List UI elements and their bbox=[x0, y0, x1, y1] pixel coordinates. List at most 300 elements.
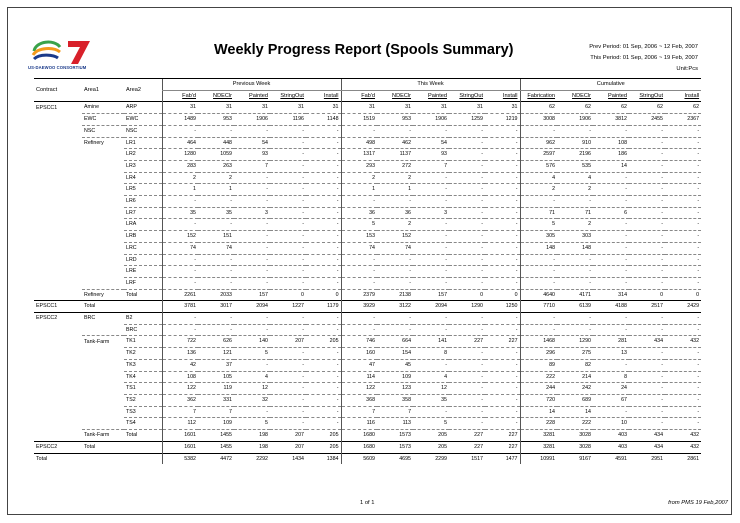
cell-value: 67 bbox=[593, 394, 629, 406]
cell-value: - bbox=[520, 254, 557, 266]
cell-value: - bbox=[306, 418, 341, 430]
cell-value: - bbox=[377, 196, 413, 208]
cell-value: - bbox=[234, 313, 270, 325]
cell-value: - bbox=[270, 207, 306, 219]
cell-value: - bbox=[306, 242, 341, 254]
cell-area2: LRC bbox=[124, 242, 162, 254]
cell-value: 8 bbox=[413, 348, 449, 360]
subheader-this-1: NDEClr bbox=[392, 92, 412, 99]
cell-value: 151 bbox=[198, 231, 234, 243]
cell-value: 2597 bbox=[520, 149, 557, 161]
cell-value: - bbox=[198, 324, 234, 336]
cell-area1 bbox=[82, 266, 124, 278]
cell-value: 4171 bbox=[557, 289, 593, 301]
cell-value: - bbox=[270, 359, 306, 371]
cell-value: - bbox=[306, 125, 341, 137]
table-row bbox=[34, 359, 701, 371]
cell-value: 358 bbox=[377, 394, 413, 406]
cell-contract bbox=[34, 160, 82, 172]
cell-value: - bbox=[270, 242, 306, 254]
cell-value: 93 bbox=[234, 149, 270, 161]
table-row bbox=[34, 102, 701, 114]
cell-value: - bbox=[270, 394, 306, 406]
cell-value: 121 bbox=[198, 348, 234, 360]
cell-value: - bbox=[306, 371, 341, 383]
logo-text: US-DAEWOO CONSORTIUM bbox=[28, 65, 87, 70]
subheader-cum-0: Fabrication bbox=[520, 90, 557, 102]
cell-area1 bbox=[82, 324, 124, 336]
cell-value: - bbox=[162, 125, 198, 137]
cell-value: - bbox=[449, 231, 485, 243]
cell-value: 1 bbox=[162, 184, 198, 196]
cell-value: 108 bbox=[162, 371, 198, 383]
header-row-groups bbox=[34, 79, 701, 91]
cell-value: - bbox=[234, 196, 270, 208]
cell-value: 32 bbox=[234, 394, 270, 406]
cell-value: - bbox=[413, 254, 449, 266]
cell-value: - bbox=[593, 359, 629, 371]
cell-value: 314 bbox=[593, 289, 629, 301]
cell-value: - bbox=[485, 313, 520, 325]
cell-value: - bbox=[593, 242, 629, 254]
cell-value: 2 bbox=[557, 219, 593, 231]
cell-area1 bbox=[82, 242, 124, 254]
cell-value: 207 bbox=[270, 430, 306, 442]
cell-value: 281 bbox=[593, 336, 629, 348]
cell-value: - bbox=[270, 324, 306, 336]
cell-value: - bbox=[485, 254, 520, 266]
cell-value: - bbox=[629, 207, 665, 219]
cell-area1: BRC bbox=[82, 313, 124, 325]
cell-value: - bbox=[485, 172, 520, 184]
cell-area1: Refinery bbox=[82, 137, 124, 149]
cell-value: 31 bbox=[306, 102, 341, 114]
cell-value: 228 bbox=[520, 418, 557, 430]
subheader-cum-3: StringOut bbox=[639, 92, 664, 99]
cell-value: - bbox=[306, 324, 341, 336]
cell-value: - bbox=[413, 359, 449, 371]
cell-value: 198 bbox=[234, 430, 270, 442]
cell-value: 109 bbox=[377, 371, 413, 383]
table-row bbox=[34, 394, 701, 406]
cell-value: - bbox=[270, 371, 306, 383]
cell-value: 31 bbox=[449, 102, 485, 114]
cell-value: - bbox=[629, 184, 665, 196]
table-row bbox=[34, 406, 701, 418]
cell-value: 1601 bbox=[162, 430, 198, 442]
cell-value: - bbox=[413, 266, 449, 278]
cell-area1 bbox=[82, 172, 124, 184]
cell-contract bbox=[34, 430, 82, 442]
table-row bbox=[34, 231, 701, 243]
cell-value: - bbox=[270, 348, 306, 360]
cell-contract bbox=[34, 242, 82, 254]
cell-value: 7 bbox=[234, 160, 270, 172]
cell-value: 62 bbox=[665, 102, 701, 114]
unit-label: Unit:Pcs bbox=[676, 66, 698, 72]
cell-value: - bbox=[270, 313, 306, 325]
cell-value: - bbox=[593, 277, 629, 289]
cell-value: - bbox=[306, 231, 341, 243]
cell-value: 746 bbox=[341, 336, 377, 348]
cell-value: 1680 bbox=[341, 441, 377, 453]
cell-value: - bbox=[270, 160, 306, 172]
period-info bbox=[589, 42, 698, 64]
cell-value: - bbox=[449, 219, 485, 231]
cell-value: - bbox=[520, 313, 557, 325]
cell-value: 1227 bbox=[270, 301, 306, 313]
cell-value: - bbox=[485, 371, 520, 383]
cell-value: - bbox=[485, 125, 520, 137]
cell-value: 62 bbox=[593, 102, 629, 114]
cell-value: 1489 bbox=[162, 114, 198, 126]
cell-area2 bbox=[124, 453, 162, 464]
cell-value: 464 bbox=[162, 137, 198, 149]
cell-value: 498 bbox=[341, 137, 377, 149]
cell-area2: EWC bbox=[124, 114, 162, 126]
cell-value: 2367 bbox=[665, 114, 701, 126]
cell-value: 14 bbox=[557, 406, 593, 418]
cell-value: 283 bbox=[162, 160, 198, 172]
cell-value: 296 bbox=[520, 348, 557, 360]
cell-contract bbox=[34, 418, 82, 430]
cell-value: - bbox=[413, 231, 449, 243]
cell-area1: Refinery bbox=[82, 289, 124, 301]
cell-value: 31 bbox=[377, 102, 413, 114]
cell-value: - bbox=[665, 160, 701, 172]
cell-value: 10 bbox=[593, 418, 629, 430]
cell-value: 10991 bbox=[520, 453, 557, 464]
cell-value: - bbox=[665, 313, 701, 325]
cell-value: 272 bbox=[377, 160, 413, 172]
cell-value: - bbox=[665, 324, 701, 336]
cell-value: - bbox=[162, 277, 198, 289]
cell-value: - bbox=[449, 149, 485, 161]
cell-value: - bbox=[665, 184, 701, 196]
cell-value: 227 bbox=[485, 336, 520, 348]
cell-value: 953 bbox=[377, 114, 413, 126]
cell-value: 2 bbox=[198, 172, 234, 184]
cell-value: 62 bbox=[629, 102, 665, 114]
cell-value: - bbox=[234, 125, 270, 137]
cell-area2: LRB bbox=[124, 231, 162, 243]
table-row bbox=[34, 149, 701, 161]
group-this-week: This Week bbox=[341, 79, 520, 91]
group-previous-week: Previous Week bbox=[162, 79, 341, 91]
cell-value: - bbox=[270, 184, 306, 196]
cell-value: 7 bbox=[341, 406, 377, 418]
cell-value: - bbox=[270, 149, 306, 161]
cell-value: 119 bbox=[198, 383, 234, 395]
cell-value: 153 bbox=[341, 231, 377, 243]
cell-value: - bbox=[270, 137, 306, 149]
cell-value: - bbox=[593, 219, 629, 231]
cell-area1: EWC bbox=[82, 114, 124, 126]
prev-period: Prev Period: 01 Sep, 2006 ~ 12 Feb, 2007 bbox=[589, 44, 698, 50]
cell-value: - bbox=[629, 219, 665, 231]
cell-value: 1477 bbox=[485, 453, 520, 464]
table-row bbox=[34, 324, 701, 336]
cell-value: - bbox=[485, 348, 520, 360]
cell-value: - bbox=[449, 254, 485, 266]
cell-value: - bbox=[485, 359, 520, 371]
cell-value: 962 bbox=[520, 137, 557, 149]
subheader-prev-2: Painted bbox=[249, 92, 268, 99]
cell-value: 0 bbox=[485, 289, 520, 301]
cell-value: - bbox=[234, 172, 270, 184]
cell-value: 114 bbox=[341, 371, 377, 383]
cell-value: - bbox=[665, 172, 701, 184]
cell-area2: LR6 bbox=[124, 196, 162, 208]
cell-area2: BRC bbox=[124, 324, 162, 336]
cell-value: - bbox=[520, 266, 557, 278]
cell-value: - bbox=[557, 125, 593, 137]
cell-value: 89 bbox=[520, 359, 557, 371]
cell-value: 535 bbox=[557, 160, 593, 172]
cell-value: - bbox=[629, 324, 665, 336]
cell-contract bbox=[34, 371, 82, 383]
cell-value: 122 bbox=[162, 383, 198, 395]
cell-value: - bbox=[485, 277, 520, 289]
cell-value: 113 bbox=[377, 418, 413, 430]
cell-area1 bbox=[82, 160, 124, 172]
cell-value: 1059 bbox=[198, 149, 234, 161]
cell-value: - bbox=[629, 266, 665, 278]
cell-value: 157 bbox=[234, 289, 270, 301]
table-row bbox=[34, 160, 701, 172]
cell-value: 0 bbox=[665, 289, 701, 301]
cell-value: - bbox=[413, 184, 449, 196]
cell-contract: EPSCC2 bbox=[34, 313, 82, 325]
cell-value: 722 bbox=[162, 336, 198, 348]
cell-value: - bbox=[449, 394, 485, 406]
cell-value: 3812 bbox=[593, 114, 629, 126]
cell-area2: TK2 bbox=[124, 348, 162, 360]
cell-value: 4188 bbox=[593, 301, 629, 313]
cell-value: 4695 bbox=[377, 453, 413, 464]
cell-value: 2 bbox=[377, 172, 413, 184]
cell-value: - bbox=[413, 313, 449, 325]
col-area1: Area1 bbox=[82, 79, 124, 102]
cell-value: 93 bbox=[413, 149, 449, 161]
cell-contract bbox=[34, 406, 82, 418]
cell-value: - bbox=[665, 149, 701, 161]
cell-value: - bbox=[449, 196, 485, 208]
cell-contract: EPSCC2 bbox=[34, 441, 82, 453]
cell-value: - bbox=[413, 172, 449, 184]
cell-area1: NSC bbox=[82, 125, 124, 137]
cell-value: 5 bbox=[234, 418, 270, 430]
table-row bbox=[34, 441, 701, 453]
cell-value: 112 bbox=[162, 418, 198, 430]
cell-value: 3017 bbox=[198, 301, 234, 313]
cell-value: - bbox=[629, 394, 665, 406]
cell-value: - bbox=[306, 137, 341, 149]
cell-area2: LRF bbox=[124, 277, 162, 289]
cell-value: 5382 bbox=[162, 453, 198, 464]
cell-value: - bbox=[341, 277, 377, 289]
cell-value: 31 bbox=[234, 102, 270, 114]
cell-value: - bbox=[377, 266, 413, 278]
cell-area2: TS2 bbox=[124, 394, 162, 406]
cell-value: - bbox=[234, 242, 270, 254]
cell-value: 205 bbox=[306, 430, 341, 442]
table-row bbox=[34, 196, 701, 208]
cell-value: 1455 bbox=[198, 430, 234, 442]
col-area2: Area2 bbox=[124, 79, 162, 102]
cell-value: 293 bbox=[341, 160, 377, 172]
cell-value: - bbox=[234, 324, 270, 336]
cell-value: - bbox=[629, 149, 665, 161]
cell-value: 2094 bbox=[413, 301, 449, 313]
cell-value: 71 bbox=[520, 207, 557, 219]
cell-value: 7 bbox=[198, 406, 234, 418]
cell-value: 1573 bbox=[377, 430, 413, 442]
cell-value: 227 bbox=[485, 430, 520, 442]
cell-value: 45 bbox=[377, 359, 413, 371]
cell-value: - bbox=[593, 324, 629, 336]
cell-value: 140 bbox=[234, 336, 270, 348]
cell-value: 4 bbox=[413, 371, 449, 383]
cell-contract: EPSCC1 bbox=[34, 301, 82, 313]
cell-value: - bbox=[341, 266, 377, 278]
cell-value: 160 bbox=[341, 348, 377, 360]
cell-value: - bbox=[593, 184, 629, 196]
cell-value: - bbox=[270, 219, 306, 231]
cell-area1 bbox=[82, 196, 124, 208]
cell-value: - bbox=[270, 266, 306, 278]
cell-value: 3929 bbox=[341, 301, 377, 313]
cell-area2: LRD bbox=[124, 254, 162, 266]
cell-value: 432 bbox=[665, 441, 701, 453]
cell-area1: Tank-Farm bbox=[82, 336, 124, 348]
cell-value: - bbox=[377, 313, 413, 325]
cell-value: - bbox=[341, 196, 377, 208]
cell-value: 432 bbox=[665, 336, 701, 348]
cell-value: - bbox=[629, 125, 665, 137]
cell-value: 227 bbox=[449, 441, 485, 453]
cell-value: - bbox=[593, 254, 629, 266]
cell-value: 362 bbox=[162, 394, 198, 406]
cell-value: 664 bbox=[377, 336, 413, 348]
cell-value: - bbox=[629, 418, 665, 430]
cell-contract bbox=[34, 394, 82, 406]
cell-value: - bbox=[234, 406, 270, 418]
table-row bbox=[34, 289, 701, 301]
subheader-this-4: Install bbox=[502, 92, 518, 99]
cell-value: - bbox=[629, 172, 665, 184]
cell-value: 1 bbox=[198, 184, 234, 196]
cell-area2: TK3 bbox=[124, 359, 162, 371]
cell-value: 1280 bbox=[162, 149, 198, 161]
cell-value: - bbox=[665, 196, 701, 208]
cell-value: - bbox=[306, 149, 341, 161]
cell-area1 bbox=[82, 231, 124, 243]
cell-area1 bbox=[82, 394, 124, 406]
cell-value: 1906 bbox=[413, 114, 449, 126]
report-title: Weekly Progress Report (Spools Summary) bbox=[214, 42, 514, 58]
cell-value: - bbox=[413, 125, 449, 137]
cell-value: 910 bbox=[557, 137, 593, 149]
cell-area2 bbox=[124, 301, 162, 313]
cell-value: 13 bbox=[593, 348, 629, 360]
cell-value: - bbox=[449, 172, 485, 184]
cell-value: 141 bbox=[413, 336, 449, 348]
cell-value: - bbox=[449, 160, 485, 172]
cell-value: 205 bbox=[306, 441, 341, 453]
cell-value: - bbox=[629, 242, 665, 254]
cell-value: 9167 bbox=[557, 453, 593, 464]
table-row bbox=[34, 453, 701, 464]
cell-value: - bbox=[485, 184, 520, 196]
cell-contract: EPSCC1 bbox=[34, 102, 82, 114]
cell-value: - bbox=[665, 359, 701, 371]
subheader-this-0: Fab'd bbox=[341, 90, 377, 102]
cell-value: 2 bbox=[377, 219, 413, 231]
table-row bbox=[34, 336, 701, 348]
cell-value: - bbox=[198, 125, 234, 137]
cell-value: - bbox=[449, 418, 485, 430]
cell-value: - bbox=[629, 231, 665, 243]
cell-value: 1317 bbox=[341, 149, 377, 161]
cell-value: - bbox=[162, 266, 198, 278]
cell-value: - bbox=[449, 348, 485, 360]
table-row bbox=[34, 383, 701, 395]
cell-value: - bbox=[485, 383, 520, 395]
cell-value: - bbox=[665, 383, 701, 395]
cell-value: 31 bbox=[270, 102, 306, 114]
cell-contract bbox=[34, 125, 82, 137]
cell-value: 71 bbox=[557, 207, 593, 219]
table-row bbox=[34, 313, 701, 325]
cell-value: 2292 bbox=[234, 453, 270, 464]
cell-value: - bbox=[306, 313, 341, 325]
cell-value: 35 bbox=[198, 207, 234, 219]
cell-value: - bbox=[449, 184, 485, 196]
cell-value: 7 bbox=[377, 406, 413, 418]
cell-value: 434 bbox=[629, 430, 665, 442]
table-row bbox=[34, 277, 701, 289]
cell-value: - bbox=[449, 266, 485, 278]
cell-value: 5609 bbox=[341, 453, 377, 464]
cell-value: - bbox=[198, 254, 234, 266]
cell-value: - bbox=[593, 313, 629, 325]
subheader-this-2: Painted bbox=[428, 92, 448, 99]
cell-value: - bbox=[234, 184, 270, 196]
cell-value: 3 bbox=[413, 207, 449, 219]
cell-value: 7710 bbox=[520, 301, 557, 313]
cell-value: 4 bbox=[234, 371, 270, 383]
cell-value: - bbox=[557, 277, 593, 289]
cell-value: 8 bbox=[593, 371, 629, 383]
cell-value: - bbox=[270, 125, 306, 137]
cell-value: 1196 bbox=[270, 114, 306, 126]
logo bbox=[28, 37, 116, 75]
cell-value: - bbox=[198, 219, 234, 231]
cell-value: - bbox=[234, 266, 270, 278]
cell-value: 2033 bbox=[198, 289, 234, 301]
cell-value: - bbox=[665, 254, 701, 266]
cell-value: - bbox=[270, 172, 306, 184]
cell-value: 403 bbox=[593, 430, 629, 442]
cell-value: 4640 bbox=[520, 289, 557, 301]
cell-value: 2517 bbox=[629, 301, 665, 313]
table-row bbox=[34, 242, 701, 254]
cell-value: 2196 bbox=[557, 149, 593, 161]
table-row bbox=[34, 266, 701, 278]
cell-value: - bbox=[629, 359, 665, 371]
cell-value: 186 bbox=[593, 149, 629, 161]
